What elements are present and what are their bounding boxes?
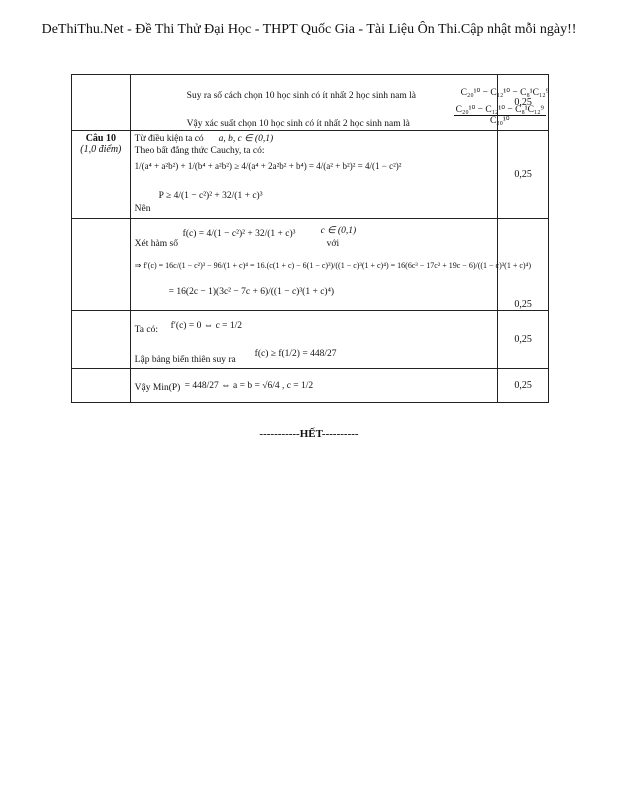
solution-cell bbox=[130, 131, 498, 219]
table-row bbox=[72, 369, 549, 403]
formula: a, b, c ∈ (0,1) bbox=[218, 134, 274, 144]
question-cell bbox=[72, 219, 131, 311]
formula: C₂₀¹⁰ − C₁₂¹⁰ − C₈¹C₁₂⁹ bbox=[460, 88, 549, 98]
score-value: 0,25 bbox=[514, 97, 532, 108]
table-row bbox=[72, 131, 549, 219]
score-value: 0,25 bbox=[514, 169, 532, 180]
solution-text: Xét hàm số bbox=[134, 239, 178, 249]
formula: f(c) = 4/(1 − c²)² + 32/(1 + c)³ bbox=[182, 229, 296, 239]
fraction-numerator: C₂₀¹⁰ − C₁₂¹⁰ − C₈¹C₁₂⁹ bbox=[455, 105, 544, 115]
table-row bbox=[72, 311, 549, 369]
formula: = 448/27 ⇔ a = b = √6/4 , c = 1/2 bbox=[184, 381, 314, 391]
question-cell bbox=[72, 369, 131, 403]
table-row bbox=[72, 219, 549, 311]
formula: = 16(2c − 1)(3c² − 7c + 6)/((1 − c)³(1 + c)⁴) bbox=[168, 287, 335, 297]
question-cell bbox=[72, 75, 131, 131]
end-marker: -----------HẾT---------- bbox=[259, 428, 359, 440]
formula: ⇒ f′(c) = 16c/(1 − c²)³ − 96/(1 + c)⁴ = 16.(c(1 + c) − 6(1 − c)³)/((1 − c)³(1 + c)⁴) = 16(6c³ − 17c² + 19c − 6)/((1 − c)³(1 + c)⁴) bbox=[134, 261, 531, 270]
formula: c ∈ (0,1) bbox=[320, 226, 357, 236]
solution-text: Nên bbox=[134, 204, 151, 214]
score-value: 0,25 bbox=[514, 299, 532, 310]
formula: f′(c) = 0 ⇔ c = 1/2 bbox=[170, 321, 243, 331]
solution-text: Từ điều kiện ta có bbox=[134, 134, 204, 144]
solution-text: Ta có: bbox=[134, 325, 159, 335]
solution-text: Suy ra số cách chọn 10 học sinh có ít nhất 2 học sinh nam là bbox=[186, 91, 416, 101]
solution-cell bbox=[130, 311, 498, 369]
score-value: 0,25 bbox=[514, 334, 532, 345]
solution-text: Theo bất đẳng thức Cauchy, ta có: bbox=[134, 146, 265, 156]
solution-text: với bbox=[326, 239, 340, 249]
solution-cell bbox=[130, 369, 498, 403]
question-points: (1,0 điểm) bbox=[80, 144, 122, 155]
solution-text: Vậy xác suất chọn 10 học sinh có ít nhất 2 học sinh nam là bbox=[186, 119, 410, 129]
question-cell bbox=[72, 131, 131, 219]
score-cell bbox=[498, 311, 549, 369]
fraction-denominator: C₂₀¹⁰ bbox=[489, 116, 510, 127]
table-row bbox=[72, 75, 549, 131]
question-cell bbox=[72, 311, 131, 369]
formula: f(c) ≥ f(1/2) = 448/27 bbox=[254, 349, 337, 359]
solution-text: Lập bảng biến thiên suy ra bbox=[134, 355, 236, 365]
formula: 1/(a⁴ + a²b²) + 1/(b⁴ + a²b²) ≥ 4/(a⁴ + 2a²b² + b⁴) = 4/(a² + b²)² = 4/(1 − c²)² bbox=[134, 161, 402, 171]
score-cell bbox=[498, 131, 549, 219]
answer-table bbox=[71, 74, 549, 403]
formula: P ≥ 4/(1 − c²)² + 32/(1 + c)³ bbox=[158, 191, 263, 201]
score-cell bbox=[498, 369, 549, 403]
question-title: Câu 10 bbox=[85, 133, 116, 144]
score-value: 0,25 bbox=[514, 380, 532, 391]
formula-fraction bbox=[453, 105, 547, 127]
solution-text: Vậy Min(P) bbox=[134, 383, 181, 393]
page-header: DeThiThu.Net - Đề Thi Thử Đại Học - THPT Quốc Gia - Tài Liệu Ôn Thi.Cập nhật mỗi ngày!! bbox=[41, 22, 577, 37]
